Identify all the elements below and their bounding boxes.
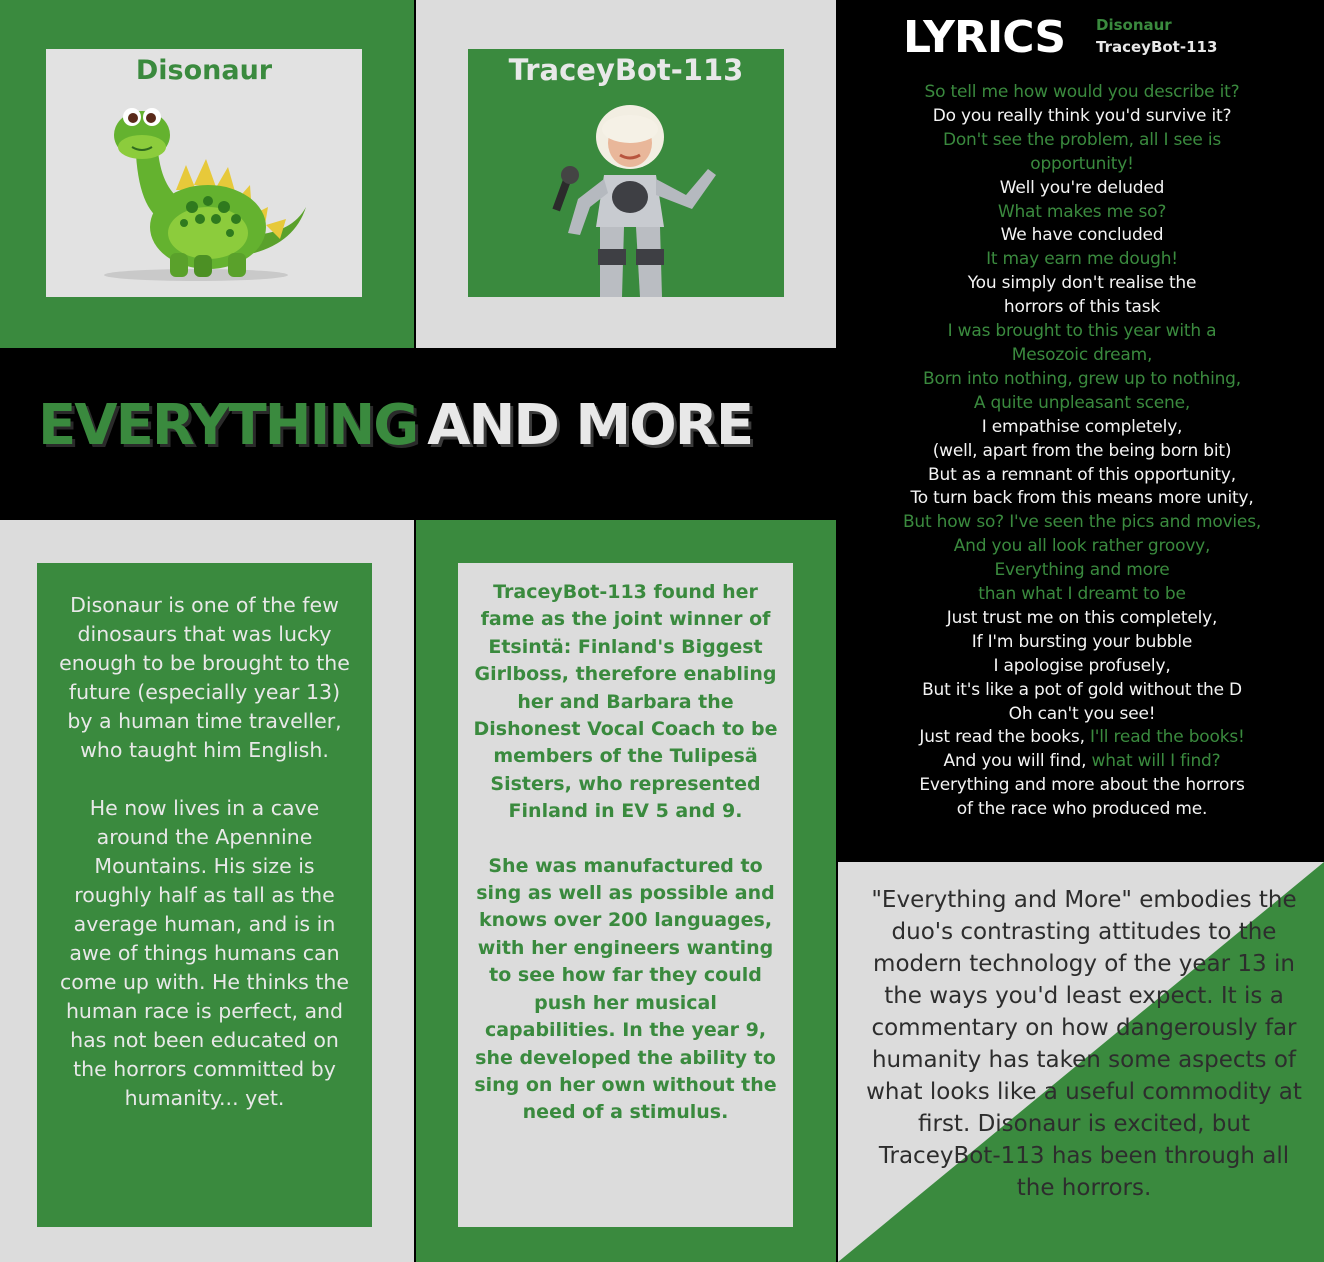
- traceybot-description-p1: TraceyBot-113 found her fame as the joint winner of Etsintä: Finland's Biggest Girlboss, therefore enabling her and Barbara the Dishonest Vocal Coach to be members of the Tulipesä Sisters, who represented Finland in EV 5 and 9.: [473, 581, 778, 823]
- lyrics-line: [850, 750, 1314, 774]
- lyrics-line: horrors of this task: [1003, 297, 1161, 318]
- disonaur-description-card: [37, 563, 372, 1227]
- lyrics-body: [850, 81, 1314, 822]
- traceybot-title: TraceyBot-113: [508, 53, 744, 87]
- lyrics-line: I apologise profusely,: [993, 655, 1171, 676]
- traceybot-description-card: [458, 563, 793, 1227]
- page-title: [38, 393, 752, 458]
- lyrics-line: (well, apart from the being born bit): [932, 440, 1232, 461]
- lyrics-line: Just trust me on this completely,: [946, 607, 1218, 628]
- lyrics-line-part: I'll read the books!: [1089, 727, 1245, 748]
- lyrics-line: I empathise completely,: [981, 416, 1183, 437]
- lyrics-line: If I'm bursting your bubble: [971, 631, 1193, 652]
- title-everything: EVERYTHING: [38, 393, 418, 458]
- lyrics-line: Well you're deluded: [999, 177, 1165, 198]
- lyrics-line: Everything and more: [994, 560, 1170, 581]
- lyrics-line: But as a remnant of this opportunity,: [928, 464, 1236, 485]
- traceybot-panel: [416, 0, 836, 348]
- lyrics-line: of the race who produced me.: [956, 799, 1208, 820]
- disonaur-title: Disonaur: [135, 55, 273, 86]
- lyrics-line: You simply don't realise the: [967, 273, 1197, 294]
- lyrics-line: Born into nothing, grew up to nothing,: [923, 368, 1241, 389]
- lyrics-line-part: Just read the books,: [919, 727, 1090, 748]
- summary-text: "Everything and More" embodies the duo's contrasting attitudes to the modern technology of the year 13 in the ways you'd least expect. It is a commentary on how dangerously far humanity has taken some aspects of what looks like a useful commodity at first. Disonaur is excited, but TraceyBot-113 has been through all the horrors.: [866, 887, 1302, 1201]
- lyrics-line: [850, 726, 1314, 750]
- lyrics-line: Oh can't you see!: [1008, 703, 1156, 724]
- traceybot-description-p2: She was manufactured to sing as well as possible and knows over 200 languages, with her engineers wanting to see how far they could push her musical capabilities. In the year 9, she developed the ability to sing on her own without the need of a stimulus.: [474, 854, 777, 1124]
- lyrics-line: opportunity!: [1030, 153, 1134, 174]
- lyrics-line: To turn back from this means more unity,: [910, 488, 1254, 509]
- lyrics-line-part: And you will find,: [943, 751, 1092, 772]
- lyrics-line: Don't see the problem, all I see is: [942, 129, 1222, 150]
- lyrics-legend-traceybot: TraceyBot-113: [1096, 38, 1218, 56]
- lyrics-line: But it's like a pot of gold without the D: [922, 679, 1242, 700]
- lyrics-line: What makes me so?: [997, 201, 1167, 222]
- lyrics-legend-disonaur: Disonaur: [1096, 16, 1172, 34]
- lyrics-line: And you all look rather groovy,: [953, 536, 1211, 557]
- lyrics-line: A quite unpleasant scene,: [973, 392, 1191, 413]
- lyrics-line: So tell me how would you describe it?: [924, 82, 1240, 102]
- disonaur-description-p2: He now lives in a cave around the Apennine Mountains. His size is roughly half as tall as the average human, and is in awe of things humans can come up with. He thinks the human race is perfect, and has not been educated on the horrors committed by humanity... yet.: [60, 796, 349, 1110]
- lyrics-heading: LYRICS: [903, 12, 1066, 63]
- disonaur-card: [46, 49, 362, 297]
- lyrics-line: Everything and more about the horrors: [919, 775, 1245, 796]
- lyrics-line-part: what will I find?: [1091, 751, 1221, 772]
- lyrics-line: I was brought to this year with a: [947, 321, 1217, 342]
- traceybot-card: [468, 49, 784, 297]
- lyrics-line: than what I dreamt to be: [978, 584, 1186, 605]
- robot-singer-icon: [538, 99, 728, 297]
- disonaur-description-p1: Disonaur is one of the few dinosaurs that was lucky enough to be brought to the future (especially year 13) by a human time traveller, who taught him English.: [59, 593, 350, 762]
- lyrics-line: Mesozoic dream,: [1011, 344, 1153, 365]
- lyrics-line: We have concluded: [1000, 225, 1164, 246]
- dinosaur-icon: [96, 95, 312, 285]
- title-and-more: AND MORE: [427, 393, 753, 458]
- lyrics-line: It may earn me dough!: [986, 249, 1178, 270]
- lyrics-line: Do you really think you'd survive it?: [932, 105, 1232, 126]
- lyrics-line: But how so? I've seen the pics and movies,: [902, 512, 1262, 533]
